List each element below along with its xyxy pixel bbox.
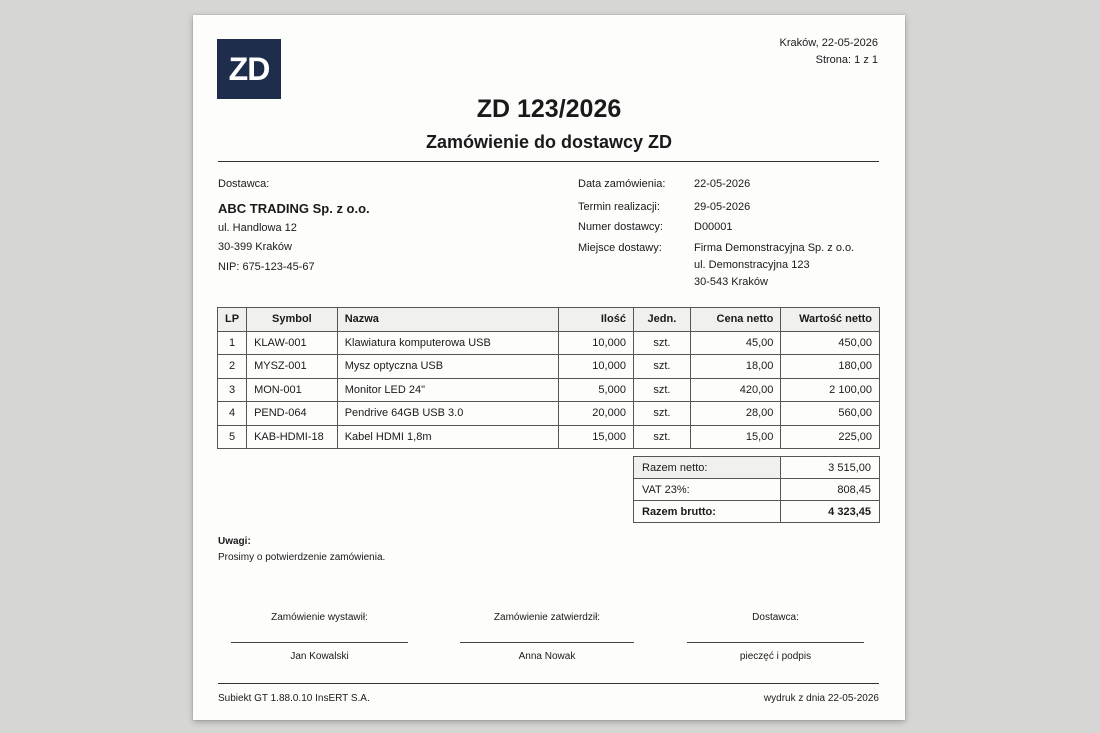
page-indicator: Strona: 1 z 1	[815, 54, 878, 66]
cell-unit: szt.	[633, 425, 690, 449]
cell-unit: szt.	[633, 378, 690, 402]
net-total-value: 3 515,00	[781, 457, 880, 479]
col-header-name: Nazwa	[337, 308, 559, 332]
cell-symbol: MYSZ-001	[247, 355, 338, 379]
cell-symbol: KLAW-001	[247, 331, 338, 355]
delivery-number-value: D00001	[694, 221, 733, 233]
signature-issuer-name: Jan Kowalski	[290, 651, 349, 662]
col-header-unit: Jedn.	[633, 308, 690, 332]
cell-value: 225,00	[781, 425, 880, 449]
cell-unit: szt.	[633, 402, 690, 426]
header-divider	[218, 161, 879, 162]
document-page	[193, 15, 905, 720]
footer-divider	[218, 683, 879, 684]
cell-lp: 3	[218, 378, 247, 402]
delivery-place-line1: Firma Demonstracyjna Sp. z o.o.	[694, 242, 855, 254]
signature-approver-name: Anna Nowak	[518, 651, 576, 662]
order-date-label: Data zamówienia:	[578, 178, 666, 190]
due-date-label: Termin realizacji:	[578, 201, 660, 213]
cell-unit: szt.	[633, 355, 690, 379]
cell-price: 28,00	[690, 402, 781, 426]
col-header-value: Wartość netto	[781, 308, 880, 332]
footer-software: Subiekt GT 1.88.0.10 InsERT S.A.	[218, 693, 370, 704]
cell-value: 2 100,00	[781, 378, 880, 402]
gross-total-value: 4 323,45	[781, 501, 880, 523]
signature-approver-line	[460, 642, 634, 643]
cell-value: 180,00	[781, 355, 880, 379]
delivery-place-line3: 30-543 Kraków	[694, 276, 768, 288]
delivery-place-label: Miejsce dostawy:	[578, 242, 662, 254]
signature-approver-title: Zamówienie zatwierdził:	[493, 612, 601, 623]
summary-row-vat	[634, 479, 880, 501]
footer-print-date: wydruk z dnia 22-05-2026	[763, 693, 879, 704]
supplier-street: ul. Handlowa 12	[218, 222, 297, 234]
document-number: ZD 123/2026	[476, 95, 622, 123]
cell-name: Pendrive 64GB USB 3.0	[337, 402, 559, 426]
gross-total-label: Razem brutto:	[634, 501, 781, 523]
cell-lp: 4	[218, 402, 247, 426]
due-date-value: 29-05-2026	[694, 201, 751, 213]
vat-value: 808,45	[781, 479, 880, 501]
order-date-value: 22-05-2026	[694, 178, 751, 190]
cell-price: 15,00	[690, 425, 781, 449]
cell-price: 18,00	[690, 355, 781, 379]
summary-row-net	[634, 457, 880, 479]
items-table	[217, 307, 880, 449]
cell-price: 420,00	[690, 378, 781, 402]
vat-label: VAT 23%:	[634, 479, 781, 501]
header-meta	[780, 35, 878, 69]
signature-supplier-line	[687, 642, 864, 643]
cell-qty: 15,000	[559, 425, 634, 449]
cell-name: Monitor LED 24"	[337, 378, 559, 402]
delivery-number-label: Numer dostawcy:	[578, 221, 663, 233]
cell-lp: 2	[218, 355, 247, 379]
company-logo: ZD	[217, 39, 281, 99]
cell-symbol: KAB-HDMI-18	[247, 425, 338, 449]
cell-symbol: PEND-064	[247, 402, 338, 426]
cell-qty: 5,000	[559, 378, 634, 402]
table-row	[218, 378, 880, 402]
cell-name: Klawiatura komputerowa USB	[337, 331, 559, 355]
signature-supplier-name: pieczęć i podpis	[739, 651, 812, 662]
supplier-city: 30-399 Kraków	[218, 241, 292, 253]
col-header-lp: LP	[218, 308, 247, 332]
notes-label: Uwagi:	[218, 536, 251, 547]
signature-issuer-title: Zamówienie wystawił:	[271, 612, 368, 623]
table-row	[218, 425, 880, 449]
cell-lp: 1	[218, 331, 247, 355]
net-total-label: Razem netto:	[634, 457, 781, 479]
supplier-name: ABC TRADING Sp. z o.o.	[218, 201, 370, 216]
cell-lp: 5	[218, 425, 247, 449]
cell-qty: 20,000	[559, 402, 634, 426]
cell-price: 45,00	[690, 331, 781, 355]
cell-value: 560,00	[781, 402, 880, 426]
summary-table	[633, 456, 880, 523]
table-row	[218, 331, 880, 355]
col-header-price: Cena netto	[690, 308, 781, 332]
cell-unit: szt.	[633, 331, 690, 355]
delivery-place-line2: ul. Demonstracyjna 123	[694, 259, 810, 271]
signature-supplier-title: Dostawca:	[752, 612, 799, 623]
cell-name: Kabel HDMI 1,8m	[337, 425, 559, 449]
table-row	[218, 402, 880, 426]
summary-row-gross	[634, 501, 880, 523]
place-date: Kraków, 22-05-2026	[779, 37, 878, 49]
cell-symbol: MON-001	[247, 378, 338, 402]
signature-issuer-line	[231, 642, 408, 643]
supplier-nip: NIP: 675-123-45-67	[218, 261, 315, 273]
table-header-row	[218, 308, 880, 332]
cell-value: 450,00	[781, 331, 880, 355]
table-row	[218, 355, 880, 379]
cell-qty: 10,000	[559, 331, 634, 355]
document-title: Zamówienie do dostawcy ZD	[425, 132, 673, 152]
col-header-qty: Ilość	[559, 308, 634, 332]
notes-text: Prosimy o potwierdzenie zamówienia.	[218, 552, 386, 563]
cell-qty: 10,000	[559, 355, 634, 379]
col-header-symbol: Symbol	[247, 308, 338, 332]
supplier-label: Dostawca:	[218, 178, 270, 190]
cell-name: Mysz optyczna USB	[337, 355, 559, 379]
